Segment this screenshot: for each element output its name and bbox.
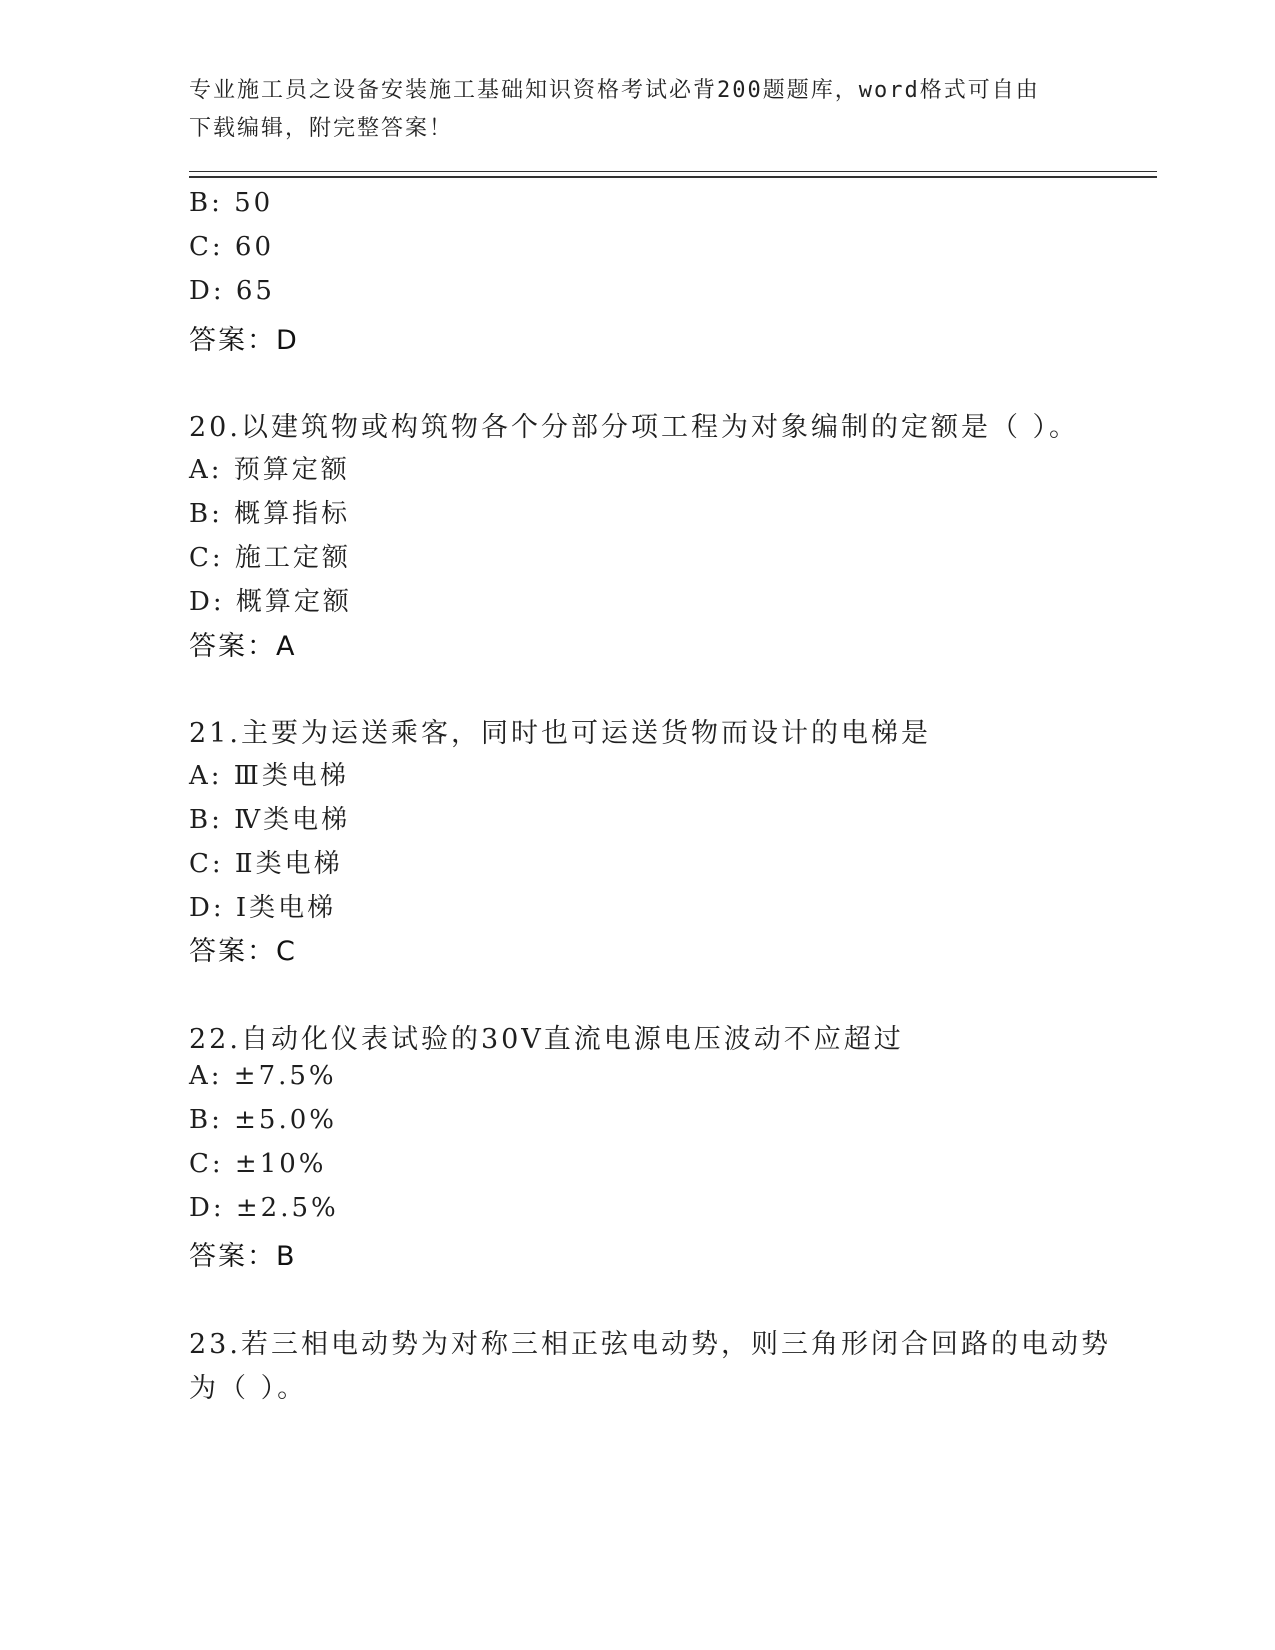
question-22-option-c: C: ±10% <box>189 1149 327 1179</box>
question-20-text: 20.以建筑物或构筑物各个分部分项工程为对象编制的定额是（ ）。 <box>189 412 1080 443</box>
document-header <box>189 72 1089 148</box>
question-20-option-d: D: 概算定额 <box>189 587 352 617</box>
question-21-option-a: A: Ⅲ类电梯 <box>189 761 349 791</box>
question-21-option-d: D: Ⅰ类电梯 <box>189 893 337 923</box>
question-22-option-d: D: ±2.5% <box>189 1193 339 1223</box>
header-divider-thin <box>189 171 1157 172</box>
option-c: C: 60 <box>189 232 275 262</box>
question-23-text-line-2: 为（ ）。 <box>189 1373 308 1404</box>
question-20-option-a: A: 预算定额 <box>189 455 350 485</box>
question-21-option-b: B: Ⅳ类电梯 <box>189 805 351 835</box>
question-22-option-b: B: ±5.0% <box>189 1105 337 1135</box>
question-22-option-a: A: ±7.5% <box>189 1061 337 1091</box>
option-b: B: 50 <box>189 188 274 218</box>
header-line-1: 专业施工员之设备安装施工基础知识资格考试必背200题题库，word格式可自由 <box>189 78 1040 103</box>
question-22-text: 22.自动化仪表试验的30V直流电源电压波动不应超过 <box>189 1024 904 1055</box>
question-20-option-c: C: 施工定额 <box>189 543 351 573</box>
question-21-text: 21.主要为运送乘客，同时也可运送货物而设计的电梯是 <box>189 718 931 749</box>
header-line-2: 下载编辑，附完整答案！ <box>189 116 454 141</box>
question-22-answer: 答案：B <box>189 1241 297 1272</box>
question-23-text-line-1: 23.若三相电动势为对称三相正弦电动势，则三角形闭合回路的电动势 <box>189 1329 1111 1360</box>
option-d: D: 65 <box>189 276 275 306</box>
question-20-option-b: B: 概算指标 <box>189 499 351 529</box>
answer: 答案：D <box>189 325 299 356</box>
question-20-answer: 答案：A <box>189 631 297 662</box>
question-21-answer: 答案：C <box>189 936 297 967</box>
question-21-option-c: C: Ⅱ类电梯 <box>189 849 343 879</box>
header-divider-thick <box>189 176 1157 178</box>
